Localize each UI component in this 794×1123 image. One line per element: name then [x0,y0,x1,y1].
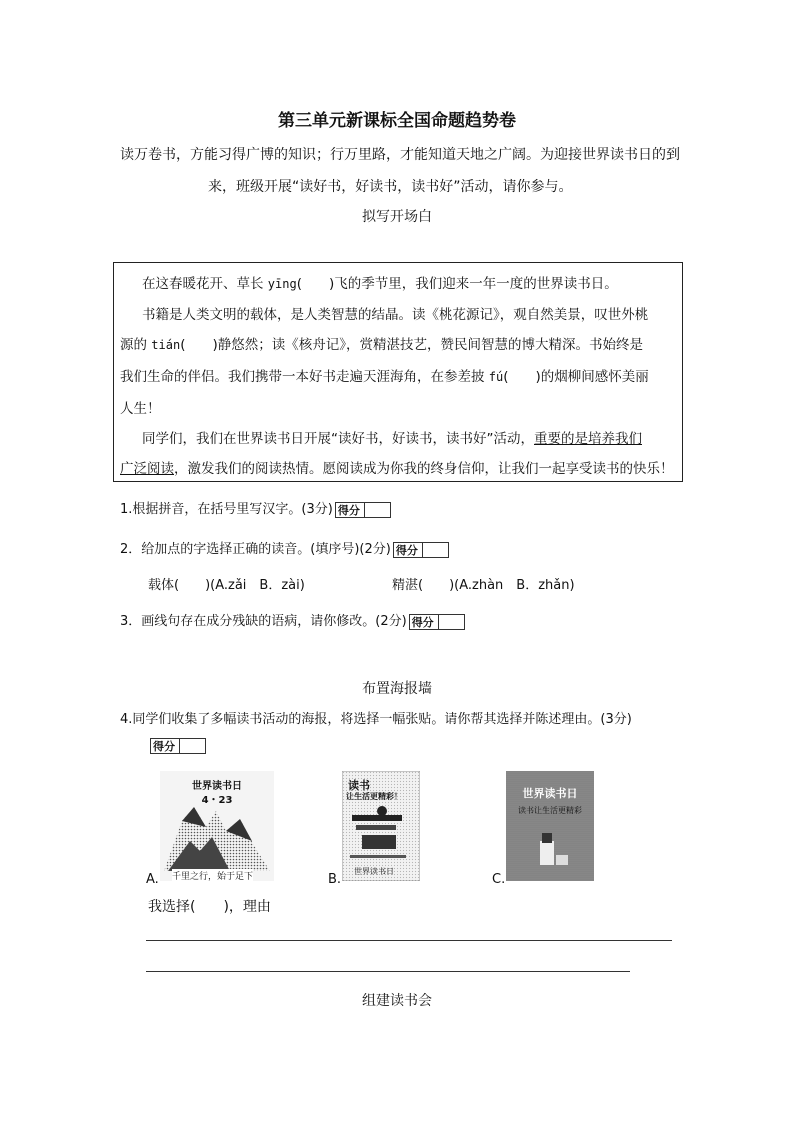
passage-box [113,262,683,482]
question-3: 3．画线句存在成分残缺的语病，请你修改。(2分) 得分 [120,610,465,630]
passage-line-3: 源的 tián( )静悠然；读《核舟记》，赏精湛技艺，赞民间智慧的博大精深。书始终是 [120,337,643,353]
poster-c[interactable] [506,771,594,881]
poster-a-title: 世界读书日 [192,781,242,792]
passage-line-4: 我们生命的伴侣。我们携带一本好书走遍天涯海角，在参差披 fú( )的烟柳间感怀美丽 [120,369,649,385]
question-2-option-1: 载体( )(A.zǎi B．zài) [148,578,305,593]
score-box: 得分 [409,614,465,630]
poster-c-label: C. [492,872,506,887]
question-4: 4.同学们收集了多幅读书活动的海报，将选择一幅张贴。请你帮其选择并陈述理由。(3分) [120,712,632,727]
passage-line-2: 书籍是人类文明的载体，是人类智慧的结晶。读《桃花源记》，观自然美景，叹世外桃 [142,307,649,323]
section-heading-book-club: 组建读书会 [362,993,432,1009]
intro-line-2: 来，班级开展“读好书，好读书，读书好”活动，请你参与。 [208,179,573,195]
answer-line-1[interactable] [146,940,672,941]
poster-b-title-2: 让生活更精彩！ [346,792,402,801]
passage-line-7: 广泛阅读，激发我们的阅读热情。愿阅读成为你我的终身信仰，让我们一起享受读书的快乐！ [120,461,674,477]
poster-a-label: A. [146,872,159,887]
underlined-sentence-part-1: 重要的是培养我们 [534,431,642,447]
intro-line-1: 读万卷书，方能习得广博的知识；行万里路，才能知道天地之广阔。为迎接世界读书日的到 [120,147,680,163]
question-1: 1.根据拼音，在括号里写汉字。(3分) 得分 [120,498,391,518]
poster-b-title-1: 读书 [348,779,370,792]
passage-line-5: 人生！ [120,401,161,417]
passage-line-1: 在这春暖花开、草长 yīng( )飞的季节里，我们迎来一年一度的世界读书日。 [142,276,618,292]
poster-a-date: 4・23 [201,795,233,806]
section-heading-opening: 拟写开场白 [362,209,432,225]
pinyin-tian: tián [151,338,181,352]
section-heading-poster: 布置海报墙 [362,681,432,697]
score-box: 得分 [335,502,391,518]
poster-a[interactable] [160,771,274,881]
poster-c-title-1: 世界读书日 [522,787,578,800]
question-2-option-2: 精湛( )(A.zhàn B．zhǎn) [392,578,575,593]
pinyin-fu: fú [488,370,504,384]
answer-prompt: 我选择( )，理由 [148,899,271,915]
score-box: 得分 [393,542,449,558]
poster-a-caption: 千里之行，始于足下 [172,869,253,882]
underlined-sentence-part-2: 广泛阅读 [120,461,174,477]
poster-c-title-2: 读书让生活更精彩 [518,806,582,815]
poster-b-caption: 世界读书日 [354,867,394,876]
poster-b[interactable] [342,771,420,881]
question-2: 2．给加点的字选择正确的读音。(填序号)(2分) 得分 [120,538,449,558]
poster-b-label: B. [328,872,342,887]
score-box: 得分 [150,738,206,754]
passage-line-6: 同学们，我们在世界读书日开展“读好书，好读书，读书好”活动，重要的是培养我们 [142,431,642,447]
page-title: 第三单元新课标全国命题趋势卷 [278,111,516,131]
pinyin-ying: yīng [267,277,297,291]
answer-line-2[interactable] [146,971,630,972]
question-4-score [148,738,206,754]
